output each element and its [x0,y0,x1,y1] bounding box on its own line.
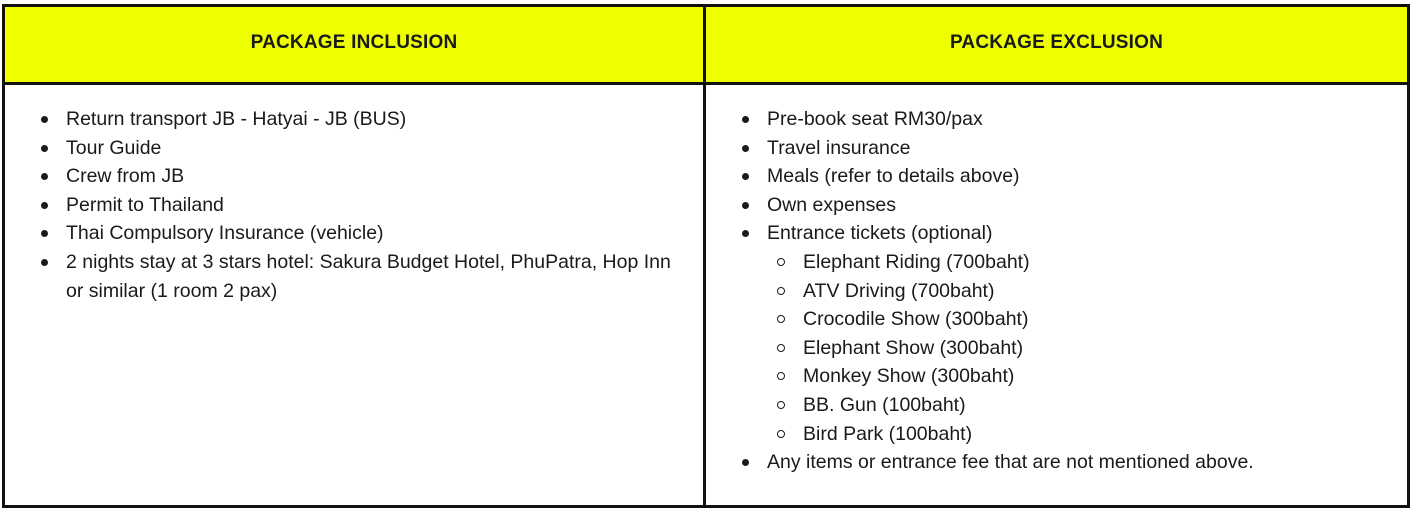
list-item: Return transport JB - Hatyai - JB (BUS) [39,105,673,134]
exclusion-body [706,85,1407,505]
exclusion-header [706,7,1407,85]
entrance-tickets-sublist [767,248,1377,448]
exclusion-list [740,105,1377,477]
list-item: 2 nights stay at 3 stars hotel: Sakura Budget Hotel, PhuPatra, Hop Inn or similar (1 room 2 pax) [39,248,673,305]
sub-list-item: Elephant Riding (700baht) [767,248,1377,277]
list-item: Travel insurance [740,134,1377,163]
inclusion-list [39,105,673,305]
inclusion-header [5,7,706,85]
list-item: Own expenses [740,191,1377,220]
sub-list-item: Monkey Show (300baht) [767,362,1377,391]
list-item: Pre-book seat RM30/pax [740,105,1377,134]
exclusion-header-label: PACKAGE EXCLUSION [949,31,1164,53]
sub-list-item: Elephant Show (300baht) [767,334,1377,363]
list-item: Any items or entrance fee that are not mentioned above. [740,448,1377,477]
sub-list-item: BB. Gun (100baht) [767,391,1377,420]
list-item: Thai Compulsory Insurance (vehicle) [39,219,673,248]
list-item: Meals (refer to details above) [740,162,1377,191]
sub-list-item: Crocodile Show (300baht) [767,305,1377,334]
list-item: Permit to Thailand [39,191,673,220]
entrance-tickets-label: Entrance tickets (optional) [767,222,993,245]
sub-list-item: Bird Park (100baht) [767,420,1377,449]
inclusion-body [5,85,706,505]
list-item-entrance-tickets [740,219,1377,448]
sub-list-item: ATV Driving (700baht) [767,277,1377,306]
inclusion-header-label: PACKAGE INCLUSION [250,31,458,53]
package-table [2,4,1410,508]
list-item: Crew from JB [39,162,673,191]
list-item: Tour Guide [39,134,673,163]
